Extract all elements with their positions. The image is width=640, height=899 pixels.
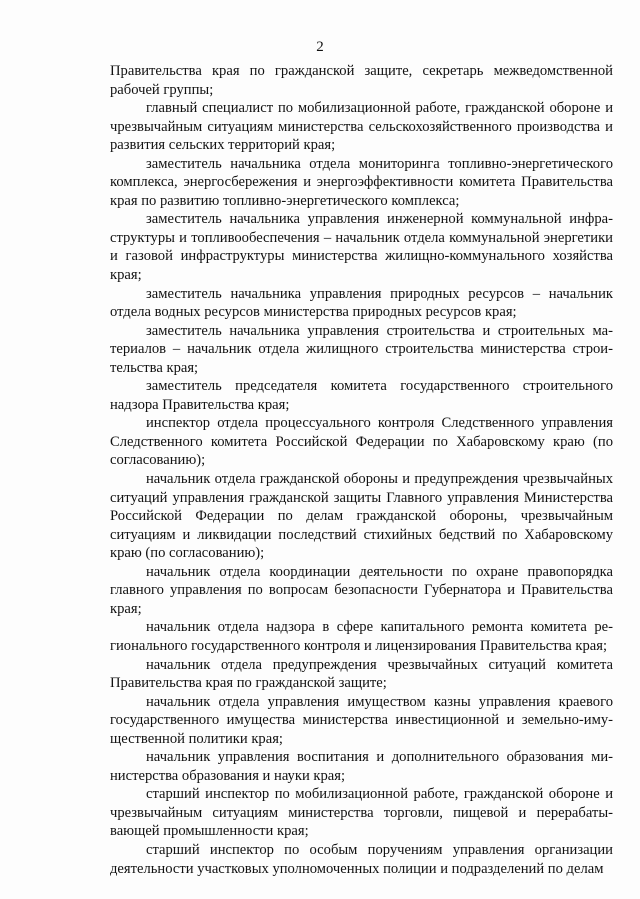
paragraph: заместитель начальника управления строительства и строительных материалов – начальник отдела жилищного строительства министерства строительства края;: [110, 322, 613, 376]
paragraph: начальник отдела надзора в сфере капитального ремонта комитета регионального государственного контроля и лицензирования Правительства края;: [110, 619, 613, 654]
paragraph: начальник отдела координации деятельности по охране правопорядка главного управления по вопросам безопасности Губернатора и Правительства края;: [110, 563, 613, 617]
paragraph: заместитель начальника управления инженерной коммунальной инфраструктуры и топливообеспечения – начальник отдела коммунальной энергетики и газовой инфраструктуры министерства жилищно-коммунального хозяйства края;: [110, 211, 613, 284]
paragraph: начальник управления воспитания и дополнительного образования министерства образования и науки края;: [110, 749, 613, 784]
paragraph: заместитель начальника отдела мониторинга топливно-энергетического комплекса, энергосбережения и энергоэффективности комитета Правительства края по развитию топливно-энергетического комплекса;: [110, 155, 613, 209]
paragraph: старший инспектор по мобилизационной работе, гражданской обороне и чрезвычайным ситуациям министерства торговли, пищевой и перерабатывающей промышленности края;: [110, 786, 613, 840]
page-number: 2: [316, 39, 324, 55]
paragraph: начальник отдела предупреждения чрезвычайных ситуаций комитета Правительства края по гражданской защите;: [110, 656, 613, 692]
paragraph: начальник отдела гражданской обороны и предупреждения чрезвычайных ситуаций управления гражданской защиты Главного управления Министерства Российской Федерации по делам гражданской обороны, чрезвычайным ситуациям и ликвидации последствий стихийных бедствий по Хабаровскому краю (по согласованию);: [110, 471, 613, 562]
paragraph: начальник отдела управления имуществом казны управления краевого государственного имущества министерства инвестиционной и земельно-имущественной политики края;: [110, 693, 613, 747]
paragraph: заместитель начальника управления природных ресурсов – начальник отдела водных ресурсов министерства природных ресурсов края;: [110, 285, 613, 321]
paragraph: заместитель председателя комитета государственного строительного надзора Правительства края;: [110, 378, 613, 413]
document-body: [110, 62, 613, 878]
paragraph: главный специалист по мобилизационной работе, гражданской обороне и чрезвычайным ситуациям министерства сельскохозяйственного производства и развития сельских территорий края;: [110, 100, 613, 154]
paragraph: Правительства края по гражданской защите, секретарь межведомственной рабочей группы;: [110, 63, 613, 98]
paragraph: инспектор отдела процессуального контроля Следственного управления Следственного комитета Российской Федерации по Хабаровскому краю (по согласованию);: [110, 415, 613, 469]
paragraph: старший инспектор по особым поручениям управления организации деятельности участковых уполномоченных полиции и подразделений по делам: [110, 841, 613, 877]
